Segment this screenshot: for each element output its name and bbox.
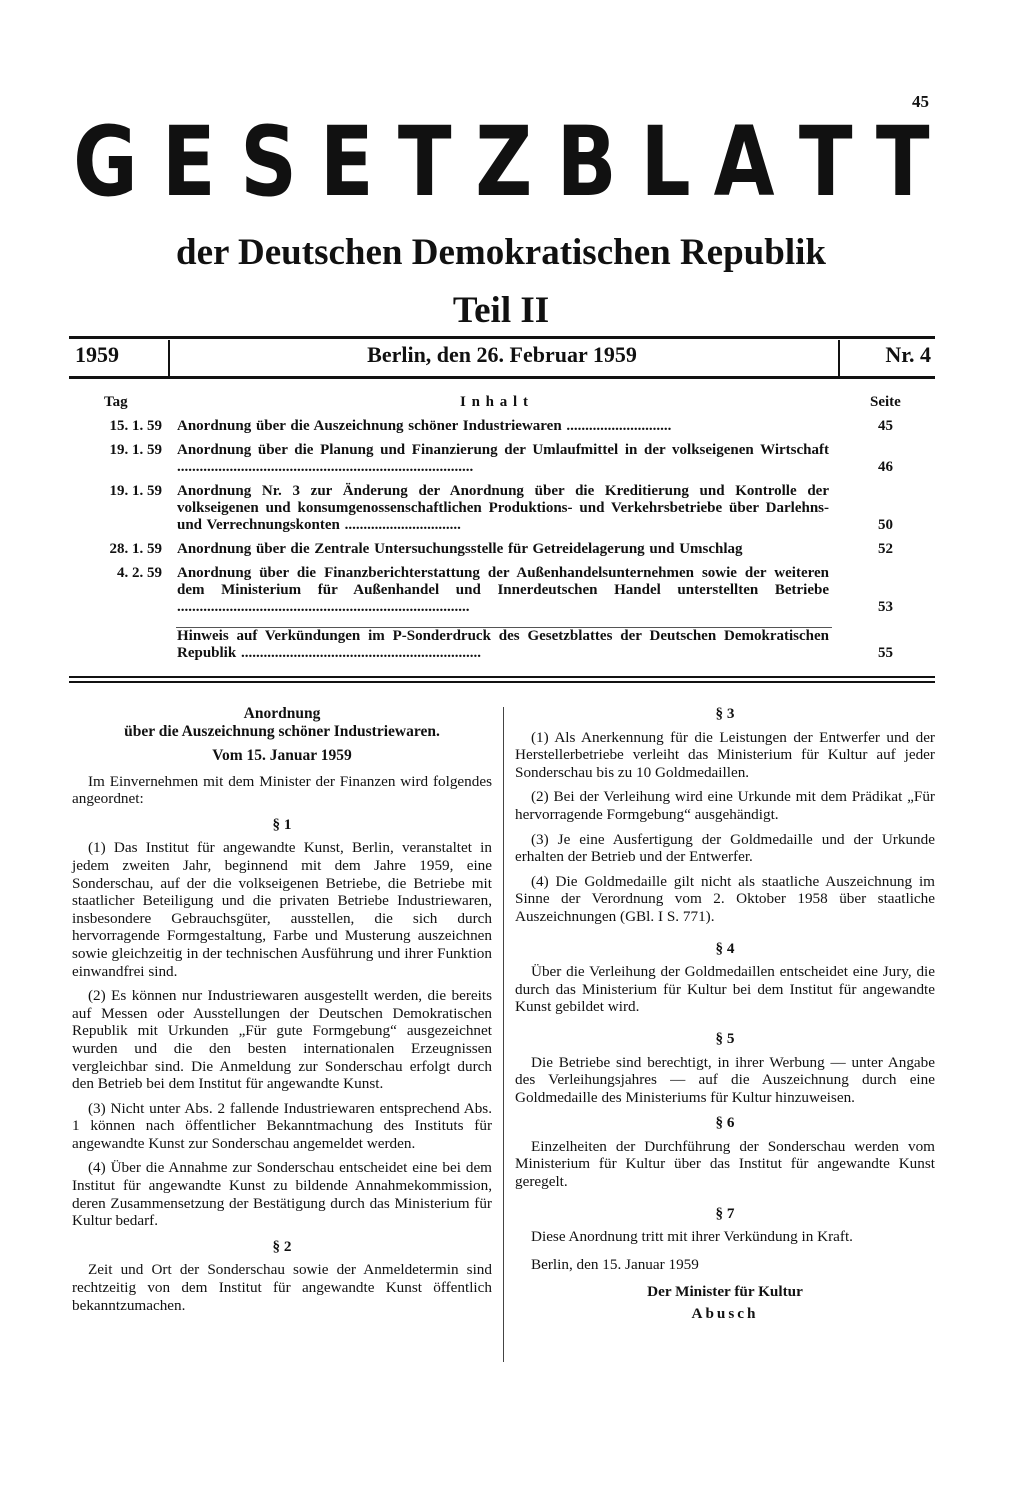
dateline-divider [168,340,170,376]
toc-entry [69,442,935,476]
section-heading: § 3 [715,705,735,722]
column-divider [503,707,504,1362]
header-rule-top [69,336,935,339]
section-heading: § 4 [715,939,735,957]
document-heading-subject: über die Auszeichnung schöner Industriewaren. [124,723,440,740]
toc-col-page: Seite [870,394,901,410]
masthead-letter: E [320,106,375,218]
toc-entry [69,483,935,534]
document-intro: Im Einvernehmen mit dem Minister der Finanzen wird folgendes angeordnet: [72,772,492,808]
toc-entry-title: Hinweis auf Verkündungen im P-Sonderdruck des Gesetzblattes der Deutschen Demokratischen Republik ................................................................ [177,628,829,661]
toc-entry-date: 4. 2. 59 [117,565,162,581]
section-paragraph: (3) Je eine Ausfertigung der Goldmedaille und der Urkunde erhalten der Betrieb und der Entwerfer. [515,830,935,866]
toc-entry-date: 19. 1. 59 [109,483,162,499]
issue-number: Nr. 4 [885,342,931,367]
section-heading: § 7 [715,1204,735,1222]
publication-part: Teil II [452,290,550,331]
masthead-letter: T [397,106,452,218]
section-heading: § 5 [715,1029,735,1047]
section-paragraph: Über die Verleihung der Goldmedaillen entscheidet eine Jury, die durch das Ministerium für Kultur bei dem Institut für angewandte Kunst gebildet wird. [515,963,935,1016]
section-heading: § 2 [272,1237,292,1255]
issue-place-date: Berlin, den 26. Februar 1959 [367,342,637,367]
masthead-letter: A [714,106,776,218]
toc-entry [69,565,935,616]
toc-separator [176,627,832,628]
toc-entry-page: 53 [878,599,893,615]
toc-entry [69,628,935,662]
toc-entry-title: Anordnung über die Auszeichnung schöner Industriewaren ............................ [177,418,672,434]
left-column [72,705,492,1321]
signature-place-date: Berlin, den 15. Januar 1959 [531,1255,699,1273]
header-rule-bottom [69,376,935,379]
toc-entry-title: Anordnung über die Zentrale Untersuchungsstelle für Getreidelagerung und Umschlag [177,541,743,557]
toc-entry-page: 50 [878,517,893,533]
section-paragraph: (2) Bei der Verleihung wird eine Urkunde mit dem Prädikat „Für hervorragende Formgebung“ ausgehändigt. [515,788,935,823]
document-date: Vom 15. Januar 1959 [212,747,352,764]
masthead-letter: G [73,106,138,218]
toc-col-contents: I n h a l t [460,394,529,410]
issue-year: 1959 [75,342,119,367]
masthead-letter: L [640,106,691,218]
section-paragraph: (4) Über die Annahme zur Sonderschau entscheidet eine bei dem Institut für angewandte Kunst zu bildende Annahmekommission, deren Zusammensetzung der Bestätigung durch das Ministerium für Kultur bedarf. [72,1159,492,1230]
section-paragraph: Zeit und Ort der Sonderschau sowie der Anmeldetermin sind rechtzeitig von dem Institut für angewandte Kunst öffentlich bekanntzumachen. [72,1261,492,1314]
masthead-letter: T [799,106,853,218]
section-paragraph: Einzelheiten der Durchführung der Sonderschau werden vom Ministerium für Kultur über das Institut für angewandte Kunst geregelt. [515,1137,935,1191]
masthead-letter: T [876,106,930,218]
section-paragraph: (3) Nicht unter Abs. 2 fallende Industriewaren entsprechend Abs. 1 können nach öffentlicher Bekanntmachung des Instituts für angewandte Kunst zur Sonderschau angemeldet werden. [72,1099,492,1152]
toc-entry [69,541,935,558]
toc-entry [69,418,935,435]
toc-entry-title: Anordnung über die Finanzberichterstattung der Außenhandelsunternehmen sowie der weiteren dem Ministerium für Außenhandel und Innerdeutschen Handel unterstellten Betriebe .............................................................................. [177,565,829,615]
section-paragraph: (1) Das Institut für angewandte Kunst, Berlin, veranstaltet in jedem zweiten Jahr, beginnend mit dem Jahre 1959, eine Sonderschau, auf der die volkseigenen Betriebe, die Betriebe mit staatlicher Beteiligung und die privaten Betriebe Industriewaren, insbesondere Gebrauchsgüter, ausstellen, die sich durch hervorragende Formgestaltung, Farbe und Musterung auszeichnen sowie gleichzeitig in der technischen Ausführung und ihrer Funktion einwandfrei sind. [72,839,492,980]
toc-col-day: Tag [104,394,128,410]
toc-entry-page: 52 [878,541,893,557]
section-paragraph: Diese Anordnung tritt mit ihrer Verkündung in Kraft. [531,1228,853,1246]
signature-name: Abusch [691,1305,759,1323]
toc-rule-1 [69,676,935,678]
masthead-letter: B [556,106,617,218]
toc-entry-date: 28. 1. 59 [109,541,162,557]
masthead-letter: Z [474,106,532,218]
toc-entry-page: 46 [878,459,893,475]
toc-rule-2 [69,681,935,683]
publication-subtitle: der Deutschen Demokratischen Republik [176,232,826,273]
toc-entry-page: 55 [878,645,893,661]
section-paragraph: Die Betriebe sind berechtigt, in ihrer Werbung — unter Angabe des Verleihungsjahres — auf die Auszeichnung durch eine Goldmedaille des Ministeriums für Kultur hinzuweisen. [515,1053,935,1106]
table-of-contents [69,418,935,669]
right-column [515,705,935,1323]
section-paragraph: (2) Es können nur Industriewaren ausgestellt werden, die bereits auf Messen oder Ausstellungen der Deutschen Demokratischen Republik mit Urkunden „Für gute Formgebung“ ausgezeichnet wurden und die den besten internationalen Erzeugnissen vergleichbar sind. Die Anmeldung zur Sonderschau erfolgt durch den Betrieb bei dem Institut für angewandte Kunst. [72,987,492,1093]
section-paragraph: (1) Als Anerkennung für die Leistungen der Entwerfer und der Herstellerbetriebe verleiht das Ministerium für Kultur auf jeder Sonderschau bis zu 10 Goldmedaillen. [515,728,935,781]
toc-entry-title: Anordnung über die Planung und Finanzierung der Umlaufmittel in der volkseigenen Wirtschaft ............................................................................... [177,442,829,475]
toc-entry-date: 19. 1. 59 [109,442,162,458]
issue-dateline [69,340,935,374]
document-heading: Anordnung [243,705,321,722]
toc-entry-page: 45 [878,418,893,434]
masthead-letter: E [162,106,217,218]
dateline-divider [838,340,840,376]
toc-entry-date: 15. 1. 59 [109,418,162,434]
signature-title: Der Minister für Kultur [647,1283,803,1301]
toc-entry-title: Anordnung Nr. 3 zur Änderung der Anordnung über die Kreditierung und Kontrolle der volkseigenen und konsumgenossenschaftlichen Produktions- und Verkehrsbetriebe über Darlehns- und Verrechnungskonten ............................... [177,483,829,533]
section-heading: § 1 [272,815,292,833]
section-heading: § 6 [715,1114,735,1132]
masthead-title [66,106,936,218]
section-paragraph: (4) Die Goldmedaille gilt nicht als staatliche Auszeichnung im Sinne der Verordnung vom 2. Oktober 1958 über staatliche Auszeichnungen (GBl. I S. 771). [515,872,935,925]
masthead-letter: S [239,106,297,218]
page-number: 45 [912,92,929,111]
